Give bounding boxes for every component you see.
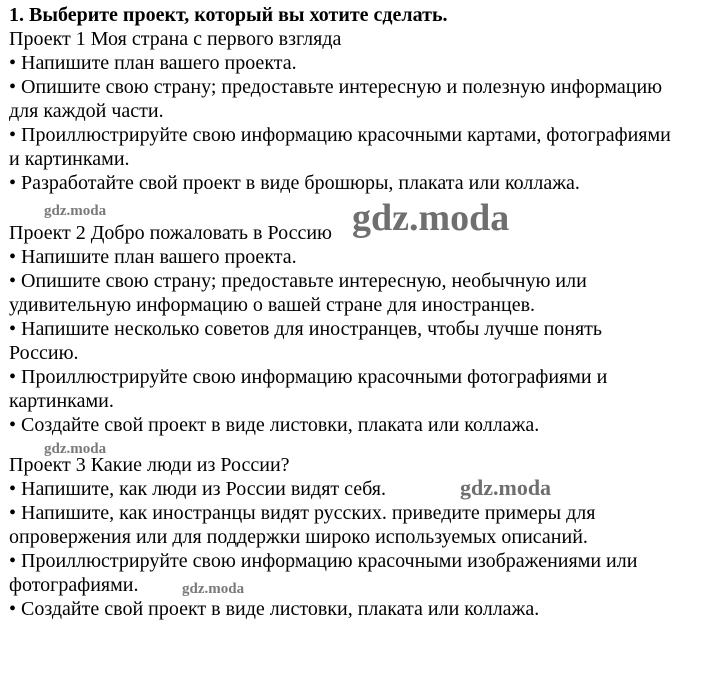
project-1-line: для каждой части.: [9, 100, 164, 122]
spacer: [9, 437, 713, 453]
task-heading: 1. Выберите проект, который вы хотите сделать.: [9, 4, 448, 26]
spacer: [9, 195, 713, 221]
project-3-line: • Проиллюстрируйте свою информацию красочными изображениями или: [9, 550, 638, 572]
watermark: gdz.moda: [352, 197, 510, 239]
project-1-line: • Проиллюстрируйте свою информацию красочными картами, фотографиями: [9, 124, 671, 146]
project-2-line: • Создайте свой проект в виде листовки, плаката или коллажа.: [9, 414, 540, 436]
document-body: [9, 3, 713, 621]
project-2-line: • Опишите свою страну; предоставьте интересную, необычную или: [9, 270, 587, 292]
project-1-line: • Разработайте свой проект в виде брошюры, плаката или коллажа.: [9, 172, 580, 194]
project-1-line: • Напишите план вашего проекта.: [9, 52, 297, 74]
project-2-line: • Напишите план вашего проекта.: [9, 246, 297, 268]
watermark: gdz.moda: [44, 203, 107, 219]
project-2-line: удивительную информацию о вашей стране для иностранцев.: [9, 294, 536, 316]
project-3-title: Проект 3 Какие люди из России?: [9, 454, 290, 476]
project-3-line: • Напишите, как иностранцы видят русских. приведите примеры для: [9, 502, 596, 524]
project-3-line: фотографиями.: [9, 574, 139, 596]
project-2-line: • Проиллюстрируйте свою информацию красочными фотографиями и: [9, 366, 608, 388]
project-1-line: и картинками.: [9, 148, 130, 170]
project-3-line: • Создайте свой проект в виде листовки, плаката или коллажа.: [9, 598, 540, 620]
project-2-line: картинками.: [9, 390, 114, 412]
watermark: gdz.moda: [182, 581, 245, 597]
project-3-line: • Напишите, как люди из России видят себя.: [9, 478, 387, 500]
project-2-title: Проект 2 Добро пожаловать в Россию: [9, 222, 332, 244]
project-1-title: Проект 1 Моя страна с первого взгляда: [9, 28, 342, 50]
watermark: gdz.moda: [460, 475, 552, 500]
project-1-line: • Опишите свою страну; предоставьте интересную и полезную информацию: [9, 76, 663, 98]
project-2-line: • Напишите несколько советов для иностранцев, чтобы лучше понять: [9, 318, 603, 340]
project-3-line: опровержения или для поддержки широко используемых описаний.: [9, 526, 588, 548]
project-2-line: Россию.: [9, 342, 79, 364]
watermark: gdz.moda: [44, 441, 107, 457]
